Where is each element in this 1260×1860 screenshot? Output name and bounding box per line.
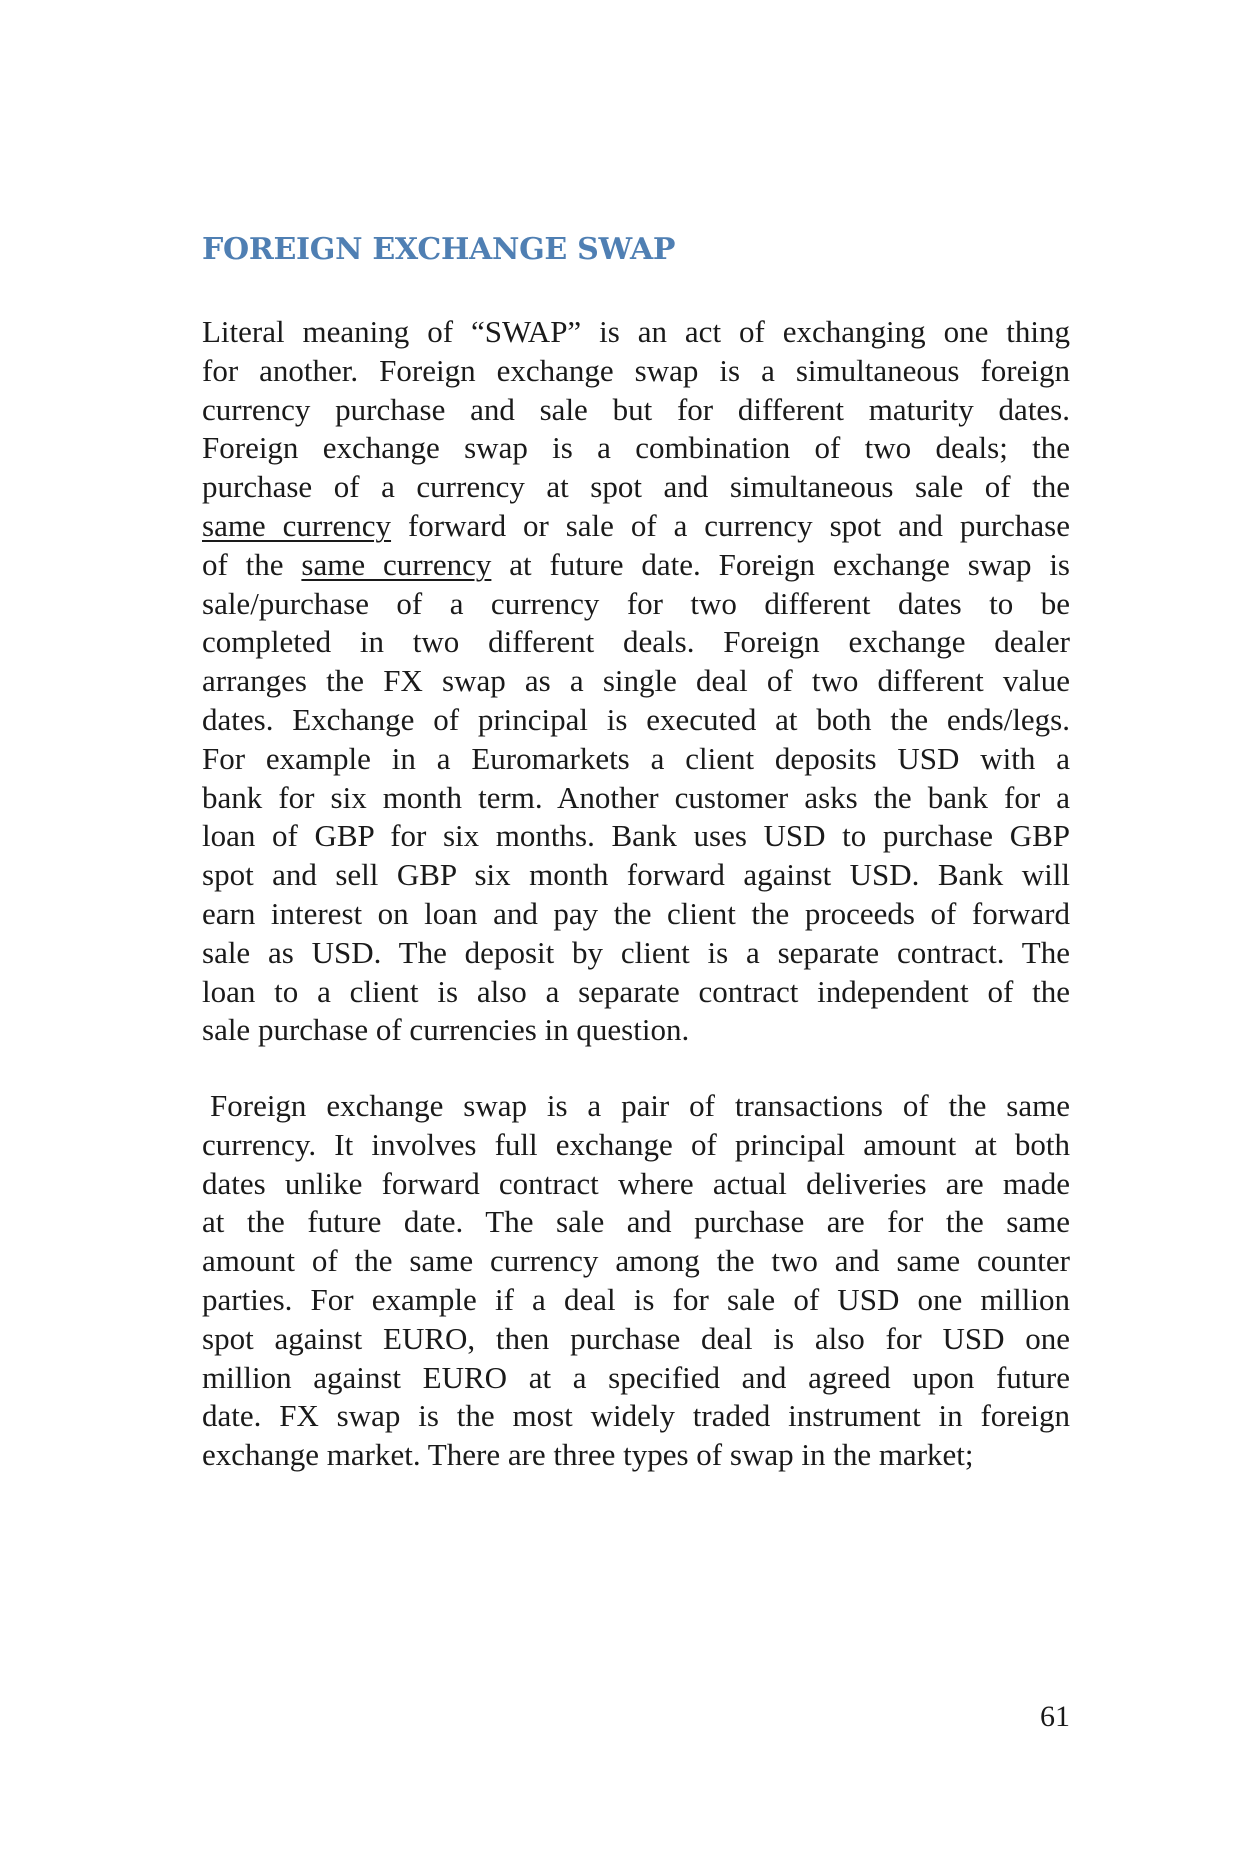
text-line: dates unlike forward contract where actual deliveries are made — [202, 1165, 1070, 1201]
text-run: of the — [202, 546, 302, 582]
underlined-term: same currency — [202, 507, 392, 543]
text-line — [202, 507, 1070, 546]
paragraph-2 — [202, 1087, 1070, 1475]
text-line: loan of GBP for six months. Bank uses USD to purchase GBP — [202, 818, 1070, 854]
paragraph-1 — [202, 313, 1070, 1050]
text-line: For example in a Euromarkets a client deposits USD with a — [202, 740, 1070, 776]
page-number: 61 — [1040, 1700, 1070, 1733]
text-line: Foreign exchange swap is a pair of transactions of the same — [210, 1088, 1070, 1123]
text-line: Foreign exchange swap is a combination of two deals; the — [202, 430, 1070, 466]
text-line — [202, 546, 1070, 585]
underlined-term: same currency — [301, 546, 492, 582]
text-line: currency purchase and sale but for different maturity dates. — [202, 391, 1070, 427]
text-run: at future date. Foreign exchange swap is — [491, 546, 1070, 582]
text-line: sale as USD. The deposit by client is a separate contract. The — [202, 934, 1070, 970]
text-line: completed in two different deals. Foreign exchange dealer — [202, 624, 1070, 660]
text-line: parties. For example if a deal is for sale of USD one million — [202, 1281, 1070, 1317]
text-line: spot and sell GBP six month forward against USD. Bank will — [202, 857, 1070, 893]
text-line: spot against EURO, then purchase deal is also for USD one — [202, 1320, 1070, 1356]
text-line: at the future date. The sale and purchase are for the same — [202, 1204, 1070, 1240]
text-run: forward or sale of a currency spot and purchase — [391, 507, 1070, 543]
text-line: bank for six month term. Another customer asks the bank for a — [202, 779, 1070, 815]
text-line: purchase of a currency at spot and simultaneous sale of the — [202, 469, 1070, 505]
text-line: sale purchase of currencies in question. — [202, 1012, 690, 1048]
text-line: dates. Exchange of principal is executed at both the ends/legs. — [202, 701, 1070, 737]
text-line: sale/purchase of a currency for two different dates to be — [202, 585, 1070, 621]
text-line: amount of the same currency among the two and same counter — [202, 1243, 1070, 1279]
section-heading: FOREIGN EXCHANGE SWAP — [202, 232, 676, 267]
text-line: earn interest on loan and pay the client the proceeds of forward — [202, 895, 1070, 931]
text-line: for another. Foreign exchange swap is a simultaneous foreign — [202, 352, 1070, 388]
text-line: currency. It involves full exchange of principal amount at both — [202, 1126, 1070, 1162]
text-line: date. FX swap is the most widely traded instrument in foreign — [202, 1398, 1070, 1434]
text-line: arranges the FX swap as a single deal of two different value — [202, 663, 1070, 699]
text-line: loan to a client is also a separate contract independent of the — [202, 973, 1070, 1009]
text-line: Literal meaning of “SWAP” is an act of exchanging one thing — [202, 314, 1070, 349]
text-line: exchange market. There are three types of swap in the market; — [202, 1437, 974, 1473]
text-line: million against EURO at a specified and agreed upon future — [202, 1359, 1070, 1395]
